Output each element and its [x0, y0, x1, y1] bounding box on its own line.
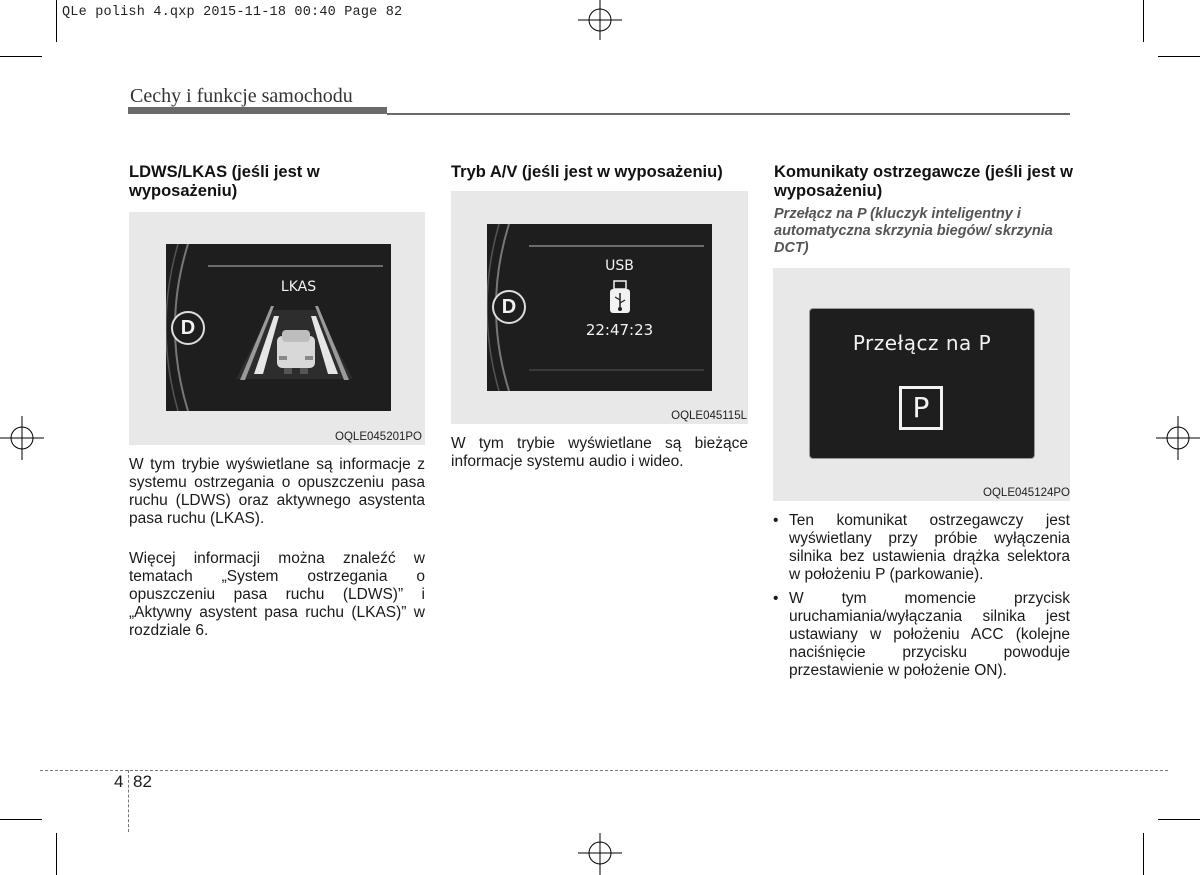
col2-heading: Tryb A/V (jeśli jest w wyposażeniu): [451, 163, 723, 181]
page-number: 82: [133, 772, 152, 791]
list-item: • W tym momencie przycisk uruchamiania/wyłączania silnika jest ustawiany w położeniu ACC (kolejne naciśnięcie przycisku powoduje przestawienie w położenie ON).: [773, 590, 1070, 680]
title-bar: [128, 107, 387, 114]
section-title: Cechy i funkcje samochodu: [130, 85, 353, 107]
col2-paragraph-1: W tym trybie wyświetlane są bieżące informacje systemu audio i wideo.: [451, 435, 748, 470]
cluster-screen: [487, 224, 712, 391]
cluster-screen: [166, 244, 391, 411]
col1-paragraph-2: Więcej informacji można znaleźć w tematach „System ostrzegania o opuszczeniu pasa ruchu (LDWS)” i „Aktywny asystent pasa ruchu (LKAS)” w rozdziale 6.: [129, 550, 425, 639]
print-header: QLe polish 4.qxp 2015-11-18 00:40 Page 82: [62, 5, 403, 20]
figure-caption: OQLE045124PO: [983, 487, 1070, 499]
registration-mark-bottom: [576, 833, 624, 875]
crop-mark: [1158, 819, 1200, 820]
crop-mark: [1143, 0, 1144, 42]
usb-icon: [605, 280, 635, 314]
crop-mark: [0, 56, 42, 57]
registration-mark-right: [1156, 414, 1200, 462]
title-rule: [387, 113, 1070, 115]
col3-bullet-list: [773, 512, 1070, 680]
crop-mark: [56, 0, 57, 42]
figure-lkas: [129, 212, 425, 445]
footer-divider: [128, 770, 129, 832]
figure-caption: OQLE045115L: [671, 410, 747, 422]
registration-mark-top: [576, 0, 624, 40]
figure-av: [451, 191, 748, 424]
crop-mark: [1158, 56, 1200, 57]
crop-mark: [56, 833, 57, 875]
footer-rule: [40, 770, 1168, 771]
list-item: • Ten komunikat ostrzegawczy jest wyświetlany przy próbie wyłączenia silnika bez ustawienia drążka selektora w położeniu P (parkowanie).: [773, 512, 1070, 584]
figure-caption: OQLE045201PO: [335, 431, 422, 443]
registration-mark-left: [0, 414, 44, 462]
av-source: USB: [605, 258, 634, 274]
lkas-label: LKAS: [280, 279, 317, 295]
gear-d-indicator: D: [171, 311, 205, 345]
park-p-icon: P: [899, 386, 943, 430]
col3-heading: Komunikaty ostrzegawcze (jeśli jest w wyposażeniu): [774, 163, 1073, 200]
gear-d-indicator: D: [492, 290, 526, 324]
figure-warning: [773, 268, 1070, 501]
chapter-number: 4: [114, 772, 124, 791]
col1-paragraph-1: W tym trybie wyświetlane są informacje z systemu ostrzegania o opuszczeniu pasa ruchu (LDWS) oraz aktywnego asystenta pasa ruchu (LKAS).: [129, 456, 425, 527]
warning-screen: [809, 308, 1035, 459]
crop-mark: [1143, 833, 1144, 875]
col3-subheading: Przełącz na P (kluczyk inteligentny i automatyczna skrzynia biegów/ skrzynia DCT): [774, 206, 1053, 256]
warning-message: Przełącz na P: [852, 331, 992, 355]
col1-heading: LDWS/LKAS (jeśli jest w wyposażeniu): [129, 163, 320, 200]
crop-mark: [0, 819, 42, 820]
av-time: 22:47:23: [585, 321, 654, 339]
